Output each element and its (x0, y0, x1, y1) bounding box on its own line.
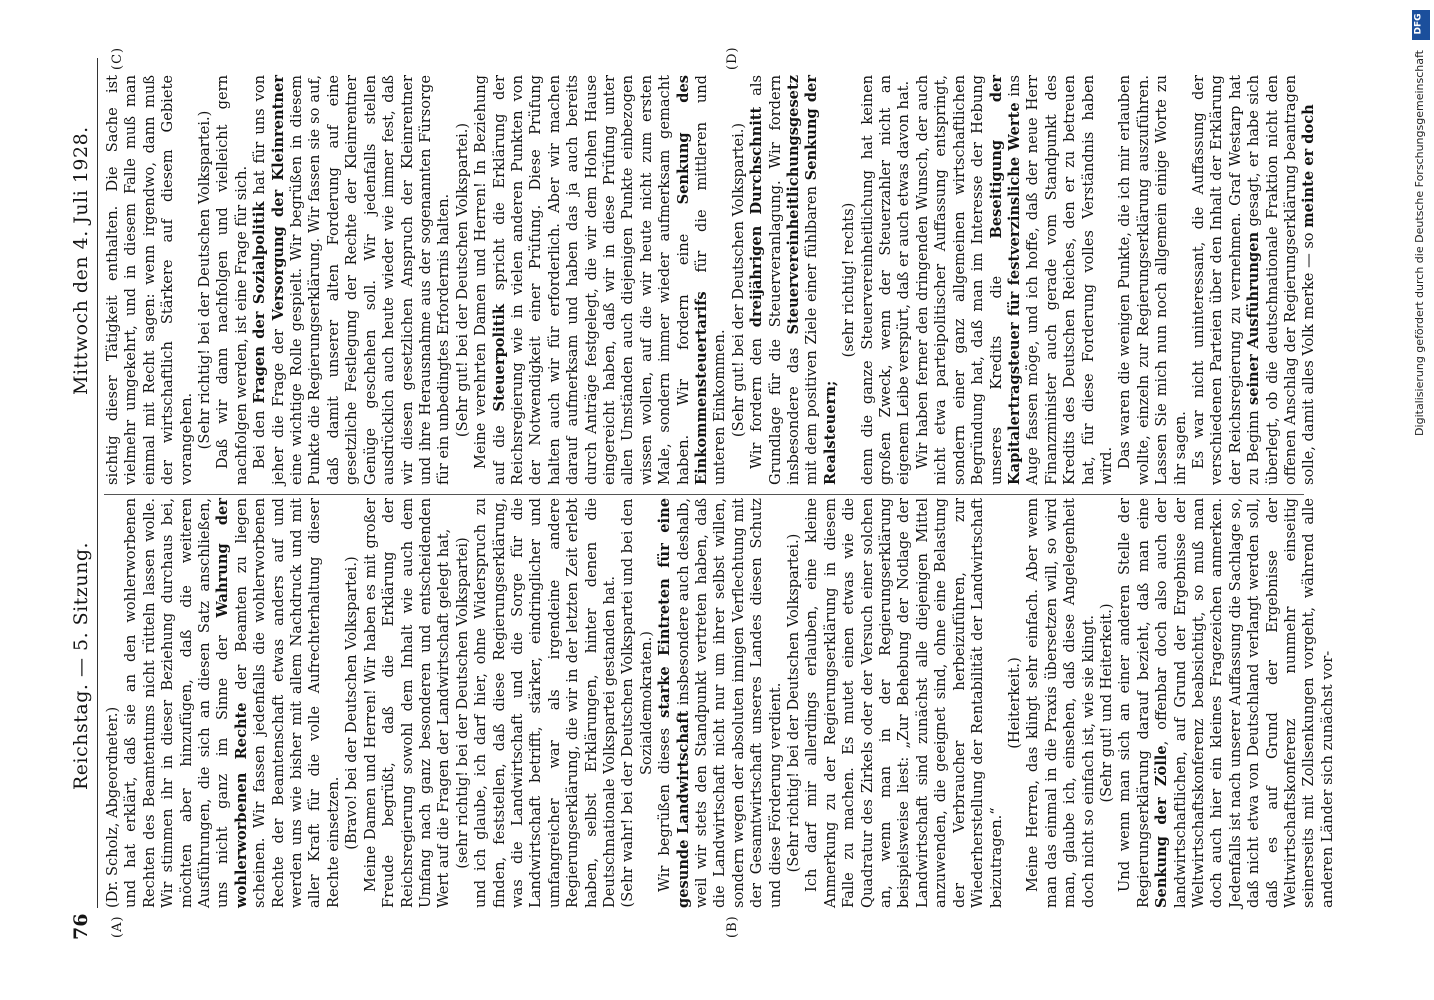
digitization-credit (1408, 10, 1432, 990)
margin-marker-c: (C) (110, 46, 125, 70)
paragraph: denn die ganze Steuervereinheitlichung hat keinen großen Zweck, wenn der Steuerzahler nicht an eigenem Leibe verspürt, daß er auch etwas davon hat. (858, 75, 913, 485)
header-rule (97, 58, 98, 908)
margin-marker-d: (D) (725, 46, 740, 70)
paragraph: Wir begrüßen dieses starke Eintreten für eine gesunde Landwirtschaft insbesondere auch deshalb, weil wir stets den Standpunkt vertreten haben, daß die Landwirtschaft nicht nur um ihrer selbst willen, sondern wegen der absoluten innigen Verflechtung mit der Gesamtwirtschaft unseres Landes diesen Schutz und diese Förderung verdient. (656, 498, 784, 908)
paragraph: Wir fordern den dreijährigen Durchschnitt als Grundlage für die Steuerveranlagung. Wir fordern insbesondere das Steuervereinheitlichungsgesetz mit dem positiven Ziele einer fühlbaren Senkung der Realsteuern; (748, 75, 839, 485)
paragraph: sichtig dieser Tätigkeit enthalten. Die Sache ist vielmehr umgekehrt, und in diesem Falle muß man einmal mit Recht sagen: wenn irgendwo, dann muß der wirtschaftlich Stärkere auf diesem Gebiete vorangehen. (104, 75, 195, 485)
interjection: (Sehr gut! und Heiterkeit.) (1097, 603, 1115, 803)
dfg-logo: DFG (1412, 10, 1430, 40)
session-title: Reichstag. — 5. Sitzung. (70, 541, 92, 790)
column-divider (104, 494, 1304, 495)
interjection: (Heiterkeit.) (1005, 657, 1023, 749)
interjection: (sehr richtig! rechts) (840, 202, 858, 358)
paragraph: Und wenn man sich an einer anderen Stelle der Regierungserklärung darauf bezieht, daß man eine Senkung der Zölle, offenbar doch also auch der landwirtschaftlichen, auf Grund der Ergebnisse der Weltwirtschaftskonferenz beabsichtigt, so muß man doch auch hier ein kleines Fragezeichen anmerken. Jedenfalls ist nach unserer Auffassung die Sachlage so, daß nicht etwa von Deutschland verlangt werden soll, daß es auf Grund der Ergebnisse der Weltwirtschaftskonferenz nunmehr einseitig seinerseits mit Zollsenkungen vorgeht, während alle anderen Länder sich zunächst vor- (1116, 498, 1336, 908)
left-column (104, 497, 1336, 908)
credit-text: Digitalisierung gefördert durch die Deutsche Forschungsgemeinschaft (1413, 50, 1426, 436)
page-number: 76 (70, 913, 92, 940)
margin-marker-a: (A) (110, 915, 125, 938)
interjection: (Sehr wahr! bei der Deutschen Volkspartei und bei den Sozialdemokraten.) (619, 498, 655, 908)
paragraph: Meine Herren, das klingt sehr einfach. Aber wenn man das einmal in die Praxis übersetzen will, so wird man, glaube ich, einsehen, daß diese Angelegenheit doch nicht so einfach ist, wie sie klingt. (1024, 498, 1097, 908)
paragraph: Bei den Fragen der Sozialpolitik hat für uns von jeher die Frage der Versorgung der Kleinrentner eine wichtige Rolle gespielt. Wir begrüßen in diesem Punkte die Regierungserklärung. Wir fassen sie so auf, daß damit unserer alten Forderung auf eine gesetzliche Festlegung der Rechte der Kleinrentner Genüge geschehen soll. Wir jedenfalls stellen ausdrücklich auch heute wieder wie immer fest, daß wir diesen gesetzlichen Anspruch der Kleinrentner und ihre Herausnahme aus der sogenannten Fürsorge für ein unbedingtes Erfordernis halten. (251, 74, 453, 485)
session-date: Mittwoch den 4. Juli 1928. (70, 126, 92, 395)
interjection: (sehr richtig! bei der Deutschen Volkspartei) (453, 537, 471, 869)
interjection: (Bravo! bei der Deutschen Volkspartei.) (343, 556, 361, 850)
paragraph: Wir haben ferner den dringenden Wunsch, der auch nicht etwa parteipolitischer Auffassung entspringt, sondern einer ganz allgemeinen wirtschaftlichen Begründung hat, daß man im Interesse der Hebung unseres Kredits die Beseitigung der Kapitalertragsteuer für festverzinsliche Werte ins Auge fassen möge, und ich hoffe, daß der neue Herr Finanzminister auch gerade vom Standpunkt des Kredits des Deutschen Reiches, den er zu betreuen hat, für diese Forderung volles Verständnis haben wird. (913, 75, 1115, 485)
paragraph: Meine Damen und Herren! Wir haben es mit großer Freude begrüßt, daß die Erklärung der Reichsregierung sowohl dem Inhalt wie auch dem Umfang nach ganz besonderen und entscheidenden Wert auf die Fragen der Landwirtschaft gelegt hat, (361, 498, 453, 908)
interjection: (Sehr gut! bei der Deutschen Volkspartei.) (729, 122, 747, 438)
paragraph: und ich glaube, ich darf hier, ohne Widerspruch zu finden, feststellen, daß diese Regierungserklärung, was die Landwirtschaft und die Sorge für die Landwirtschaft betrifft, stärker, eindringlicher und umfangreicher war als irgendeine andere Regierungserklärung, die wir in der letzten Zeit erlebt haben, selbst Erklärungen, hinter denen die Deutschnationale Volkspartei gestanden hat. (472, 498, 618, 908)
interjection: (Sehr richtig! bei der Deutschen Volkspartei.) (196, 110, 214, 450)
speaker-label: (Dr. Scholz, Abgeordneter.) (104, 706, 121, 908)
paragraph: Ich darf mir allerdings erlauben, eine kleine Anmerkung zu der Regierungserklärung in diesem Falle zu machen. Es mutet einen etwas wie die Quadratur des Zirkels oder der Versuch einer solchen an, wenn man in der Regierungserklärung beispielsweise liest: „Zur Behebung der Notlage der Landwirtschaft sind zunächst alle diejenigen Mittel anzuwenden, die geeignet sind, ohne eine Belastung der Verbraucher herbeizuführen, zur Wiederherstellung der Rentabilität der Landwirtschaft beizutragen.“ (803, 498, 1005, 908)
interjection: (Sehr gut! bei der Deutschen Volkspartei.) (453, 122, 471, 438)
paragraph: Meine verehrten Damen und Herren! In Beziehung auf die Steuerpolitik spricht die Erklärung der Reichsregierung wie in vielen anderen Punkten von der Notwendigkeit einer Prüfung. Diese Prüfung halten auch wir für erforderlich. Aber wir machen darauf aufmerksam und haben das ja auch bereits durch Anträge festgelegt, die wir dem Hohen Hause eingereicht haben, daß wir in diese Prüfung unter allen Umständen auch diejenigen Punkte einbezogen wissen wollen, auf die wir heute nicht zum ersten Male, sondern immer wieder aufmerksam gemacht haben. Wir fordern eine Senkung des Einkommensteuertarifs für die mittleren und unteren Einkommen. (472, 75, 729, 485)
interjection: (Sehr richtig! bei der Deutschen Volkspartei.) (785, 533, 803, 873)
paragraph: Es war nicht uninteressant, die Auffassung der verschiedenen Parteien über den Inhalt der Erklärung der Reichsregierung zu vernehmen. Graf Westarp hat zu Beginn seiner Ausführungen gesagt, er habe sich überlegt, ob die deutschnationale Fraktion nicht den offenen Anschlag der Regierungserklärung beantragen solle, damit alles Volk merke — so meinte er doch (1189, 75, 1318, 485)
paragraph: Daß wir dann nachfolgen und vielleicht gern nachfolgen werden, ist eine Frage für sich. (214, 75, 250, 485)
paragraph: und hat erklärt, daß sie an den wohlerworbenen Rechten des Beamtentums nicht rütteln lassen wolle. Wir stimmen ihr in dieser Beziehung durchaus bei, möchten aber hinzufügen, daß die weiteren Ausführungen, die sich an diesen Satz anschließen, uns nicht ganz im Sinne der Wahrung der wohlerworbenen Rechte der Beamten zu liegen scheinen. Wir fassen jedenfalls die wohlerworbenen Rechte der Beamtenschaft etwas anders auf und werden uns wie bisher mit allem Nachdruck und mit aller Kraft für die volle Aufrechterhaltung dieser Rechte einsetzen. (122, 497, 342, 908)
paragraph: Das waren die wenigen Punkte, die ich mir erlauben wollte, einzeln zur Regierungserklärung auszuführen. Lassen Sie mich nun noch allgemein einige Worte zu ihr sagen. (1116, 75, 1189, 485)
right-column (104, 74, 1318, 485)
margin-marker-b: (B) (725, 915, 740, 938)
